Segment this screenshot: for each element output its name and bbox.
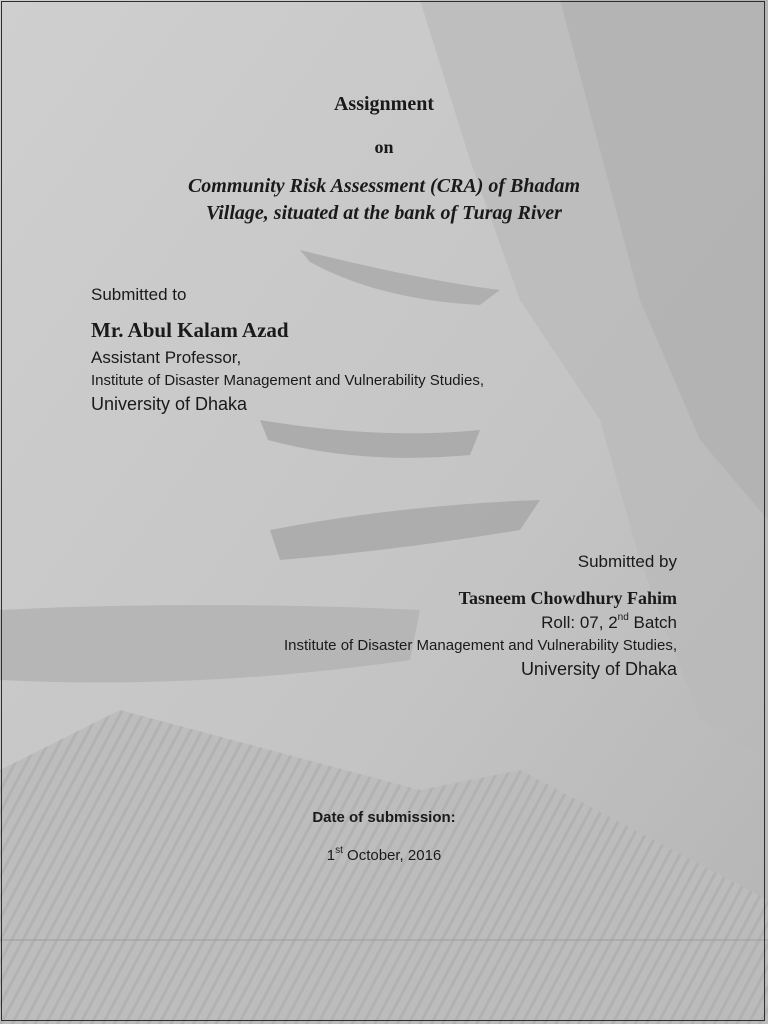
roll-prefix: Roll: 07, 2 bbox=[541, 613, 618, 632]
submitted-by-label: Submitted by bbox=[577, 552, 677, 571]
supervisor-university: University of Dhaka bbox=[91, 394, 248, 414]
assignment-subject bbox=[0, 173, 768, 227]
student-university: University of Dhaka bbox=[520, 659, 677, 679]
subject-line-2: Village, situated at the bank of Turag River bbox=[206, 202, 562, 224]
submitted-to-label: Submitted to bbox=[91, 285, 187, 304]
supervisor-institute: Institute of Disaster Management and Vulnerability Studies, bbox=[91, 372, 484, 389]
date-rest: October, 2016 bbox=[342, 847, 442, 864]
submission-date-label: Date of submission: bbox=[312, 809, 456, 826]
on-label: on bbox=[374, 137, 394, 157]
submission-date bbox=[0, 847, 768, 864]
supervisor-designation: Assistant Professor, bbox=[91, 348, 242, 367]
supervisor-name: Mr. Abul Kalam Azad bbox=[91, 318, 289, 342]
student-name: Tasneem Chowdhury Fahim bbox=[458, 588, 677, 608]
subject-line-1: Community Risk Assessment (CRA) of Bhadam bbox=[187, 175, 581, 197]
document-title: Assignment bbox=[333, 93, 434, 115]
roll-suffix: Batch bbox=[628, 613, 677, 632]
student-roll bbox=[541, 613, 677, 633]
date-day-sup: st bbox=[335, 845, 343, 856]
date-day: 1 bbox=[326, 847, 336, 864]
roll-sup: nd bbox=[617, 612, 629, 624]
student-institute: Institute of Disaster Management and Vulnerability Studies, bbox=[284, 637, 677, 654]
